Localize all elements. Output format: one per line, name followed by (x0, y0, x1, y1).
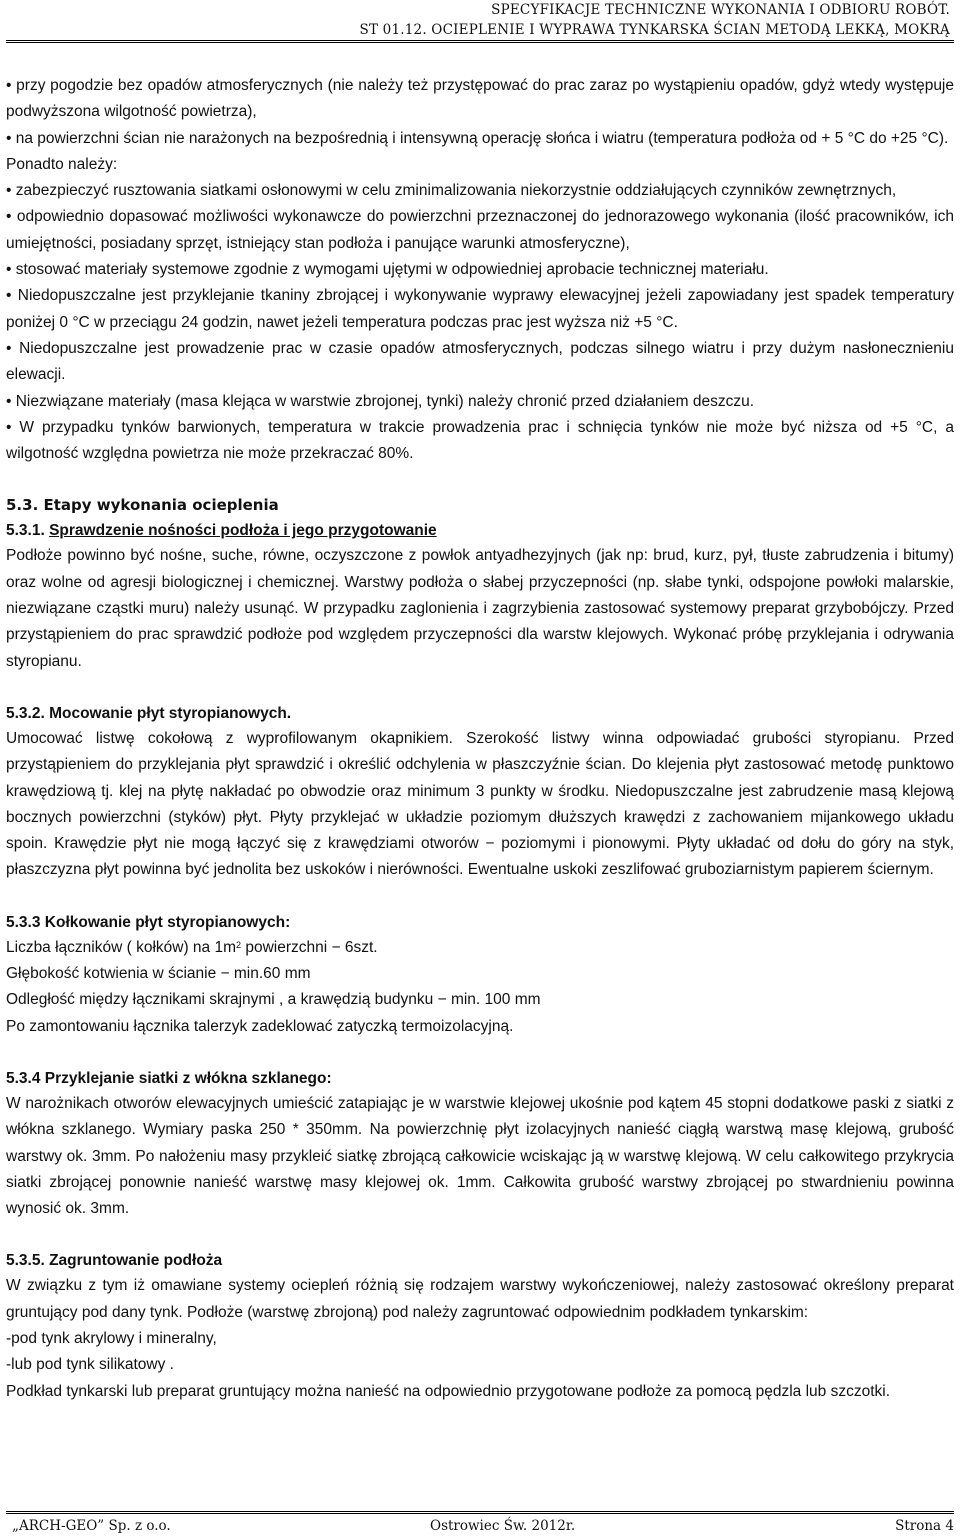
paragraph: Umocować listwę cokołową z wyprofilowanym okapnikiem. Szerokość listwy winna odpowiadać grubości styropianu. Przed przystąpieniem do przyklejania płyt sprawdzić i określić odchylenia w płaszczyźnie ścian. Do klejenia płyt zastosować metodę punktowo krawędziową tj. klej na płytę nakładać po obwodzie oraz minimum 3 punkty w środku. Niedopuszczalne jest zabrudzenie masą klejową bocznych powierzchni (styków) płyt. Płyty przyklejać w układzie poziomym dłuższych krawędzi z zachowaniem mijankowego układu spoin. Krawędzie płyt nie mogą łączyć się z krawędziami otworów − poziomymi i pionowymi. Płyty układać od dołu do góry na styk, płaszczyzna płyt powinna być jednolita bez uskoków i nierówności. Ewentualne uskoki zeszlifować gruboziarnistym papierem ściernym. (6, 729, 954, 879)
subsection-heading: 5.3.2. Mocowanie płyt styropianowych. (6, 704, 292, 722)
bullet-item: • Niedopuszczalne jest przyklejanie tkaniny zbrojącej i wykonywanie wyprawy elewacyjnej jeżeli zapowiadany jest spadek temperatury poniżej 0 °C w przeciągu 24 godzin, nawet jeżeli temperatura podczas prac jest wyższa niż +5 °C. (6, 287, 954, 331)
page-footer (6, 1518, 954, 1538)
paragraph: Głębokość kotwienia w ścianie − min.60 mm (6, 965, 311, 983)
paragraph: Ponadto należy: (6, 155, 118, 173)
subsection-number: 5.3.1. (6, 522, 45, 540)
paragraph: -lub pod tynk silikatowy . (6, 1356, 174, 1374)
document-body (6, 73, 954, 1405)
paragraph: W związku z tym iż omawiane systemy ociepleń różnią się rodzajem warstwy wykończeniowej, należy zastosować określony preparat gruntujący pod dany tynk. Podłoże (warstwę zbrojoną) pod należy zagruntować odpowiednim podkładem tynkarskim: (6, 1277, 954, 1321)
paragraph: -pod tynk akrylowy i mineralny, (6, 1329, 217, 1347)
footer-place-date: Ostrowiec Św. 2012r. (430, 1518, 576, 1534)
paragraph: Odległość między łącznikami skrajnymi , a krawędzią budynku − min. 100 mm (6, 991, 541, 1009)
header-divider (6, 40, 954, 43)
bullet-item: • przy pogodzie bez opadów atmosferycznych (nie należy też przystępować do prac zaraz po wystąpieniu opadów, gdyż wtedy występuje podwyższona wilgotność powietrza), (6, 77, 954, 121)
paragraph: W narożnikach otworów elewacyjnych umieścić zatapiając je w warstwie klejowej ukośnie pod kątem 45 stopni dodatkowe paski z siatki z włókna szklanego. Wymiary paska 250 * 350mm. Na powierzchnię płyt izolacyjnych nanieść ciągłą warstwą masę klejową, grubość warstwy ok. 3mm. Po nałożeniu masy przykleić siatkę zbrojącą całkowicie wciskając ją w warstwę klejową. W celu całkowitego przykrycia siatki zbrojącej ponownie nanieść warstwę masy klejowej ok. 1mm. Całkowita grubość warstwy zbrojącej po stwardnieniu powinna wynosić ok. 3mm. (6, 1094, 954, 1218)
bullet-item: • zabezpieczyć rusztowania siatkami osłonowymi w celu zminimalizowania niekorzystnie oddziałujących czynników zewnętrznych, (6, 182, 897, 200)
text-span: powierzchni − 6szt. (241, 938, 378, 956)
paragraph: Podkład tynkarski lub preparat gruntujący można nanieść na odpowiednio przygotowane podłoże za pomocą pędzla lub szczotki. (6, 1382, 891, 1400)
page-number: Strona 4 (895, 1518, 954, 1534)
header-title: SPECYFIKACJE TECHNICZNE WYKONANIA I ODBIORU ROBÓT. (491, 2, 950, 18)
bullet-item: • Niedopuszczalne jest prowadzenie prac w czasie opadów atmosferycznych, podczas silnego wiatru i przy dużym nasłonecznieniu elewacji. (6, 339, 954, 384)
subsection-heading: 5.3.4 Przyklejanie siatki z włókna szklanego: (6, 1069, 332, 1087)
subsection-heading (6, 518, 954, 543)
bullet-item: • Niezwiązane materiały (masa klejąca w warstwie zbrojonej, tynki) należy chronić przed działaniem deszczu. (6, 392, 755, 410)
section-heading: 5.3. Etapy wykonania ocieplenia (6, 496, 279, 515)
superscript: 2 (236, 939, 242, 950)
subsection-heading: 5.3.5. Zagruntowanie podłoża (6, 1252, 223, 1270)
page-header (360, 0, 950, 40)
bullet-item: • stosować materiały systemowe zgodnie z wymogami ujętymi w odpowiedniej aprobacie technicznej materiału. (6, 261, 769, 279)
subsection-title: Sprawdzenie nośności podłoża i jego przygotowanie (49, 522, 437, 540)
footer-divider (6, 1511, 954, 1514)
bullet-item: • na powierzchni ścian nie narażonych na bezpośrednią i intensywną operację słońca i wiatru (temperatura podłoża od + 5 °C do +25 °C). (6, 129, 949, 147)
text-span: Liczba łączników ( kołków) na 1m (6, 938, 237, 956)
subsection-heading: 5.3.3 Kołkowanie płyt styropianowych: (6, 913, 291, 931)
paragraph (6, 935, 954, 961)
paragraph: Podłoże powinno być nośne, suche, równe, oczyszczone z powłok antyadhezyjnych (jak np: brud, kurz, pył, tłuste zabrudzenia i bitumy) oraz wolne od agresji biologicznej i chemicznej. Warstwy podłoża o słabej przyczepności (np. słabe tynki, odspojone powłoki malarskie, niezwiązane cząstki muru) należy usunąć. W przypadku zaglonienia i zagrzybienia zastosować systemowy preparat grzybobójczy. Przed przystąpieniem do prac sprawdzić podłoże pod względem przyczepności dla warstw klejowych. Wykonać próbę przyklejania i odrywania styropianu. (6, 547, 954, 670)
header-subtitle: ST 01.12. OCIEPLENIE I WYPRAWA TYNKARSKA ŚCIAN METODĄ LEKKĄ, MOKRĄ (359, 22, 950, 38)
footer-company: „ARCH-GEO” Sp. z o.o. (12, 1518, 171, 1534)
bullet-item: • W przypadku tynków barwionych, temperatura w trakcie prowadzenia prac i schnięcia tynków nie może być niższa od +5 °C, a wilgotność względna powietrza nie może przekraczać 80%. (6, 418, 954, 463)
paragraph: Po zamontowaniu łącznika talerzyk zadeklować zatyczką termoizolacyjną. (6, 1017, 514, 1035)
bullet-item: • odpowiednio dopasować możliwości wykonawcze do powierzchni przeznaczonej do jednorazowego wykonania (ilość pracowników, ich umiejętności, posiadany sprzęt, istniejący stan podłoża i panujące warunki atmosferyczne), (6, 208, 954, 252)
